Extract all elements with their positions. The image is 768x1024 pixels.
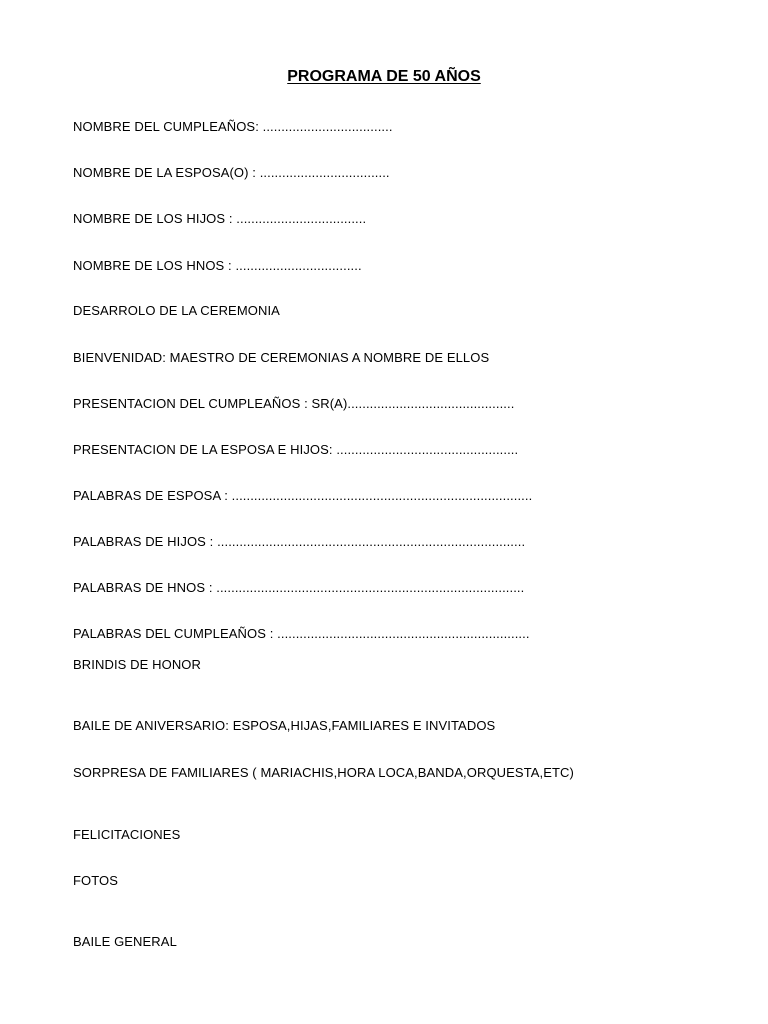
birthday-person-name-line: NOMBRE DEL CUMPLEAÑOS: ................................... — [73, 119, 393, 134]
spouse-words-line: PALABRAS DE ESPOSA : ................................................................................. — [73, 488, 533, 503]
toast-line: BRINDIS DE HONOR — [73, 657, 202, 672]
birthday-words-line: PALABRAS DEL CUMPLEAÑOS : .................................................................... — [73, 626, 530, 641]
photos-line: FOTOS — [73, 873, 119, 888]
birthday-presentation-line: PRESENTACION DEL CUMPLEAÑOS : SR(A)............................................. — [73, 396, 515, 411]
anniversary-dance-line: BAILE DE ANIVERSARIO: ESPOSA,HIJAS,FAMILIARES E INVITADOS — [73, 718, 496, 733]
children-names-line: NOMBRE DE LOS HIJOS : ................................... — [73, 211, 367, 226]
children-words-line: PALABRAS DE HIJOS : ................................................................................... — [73, 534, 526, 549]
siblings-names-line: NOMBRE DE LOS HNOS : .................................. — [73, 258, 362, 273]
spouse-children-presentation-line: PRESENTACION DE LA ESPOSA E HIJOS: ................................................. — [73, 442, 519, 457]
document-title: PROGRAMA DE 50 AÑOS — [287, 68, 481, 85]
family-surprise-line: SORPRESA DE FAMILIARES ( MARIACHIS,HORA LOCA,BANDA,ORQUESTA,ETC) — [73, 765, 574, 780]
congratulations-line: FELICITACIONES — [73, 827, 181, 842]
spouse-name-line: NOMBRE DE LA ESPOSA(O) : ................................... — [73, 165, 390, 180]
welcome-line: BIENVENIDAD: MAESTRO DE CEREMONIAS A NOMBRE DE ELLOS — [73, 350, 490, 365]
general-dance-line: BAILE GENERAL — [73, 934, 177, 949]
ceremony-heading-line: DESARROLO DE LA CEREMONIA — [73, 303, 280, 318]
siblings-words-line: PALABRAS DE HNOS : ................................................................................... — [73, 580, 525, 595]
